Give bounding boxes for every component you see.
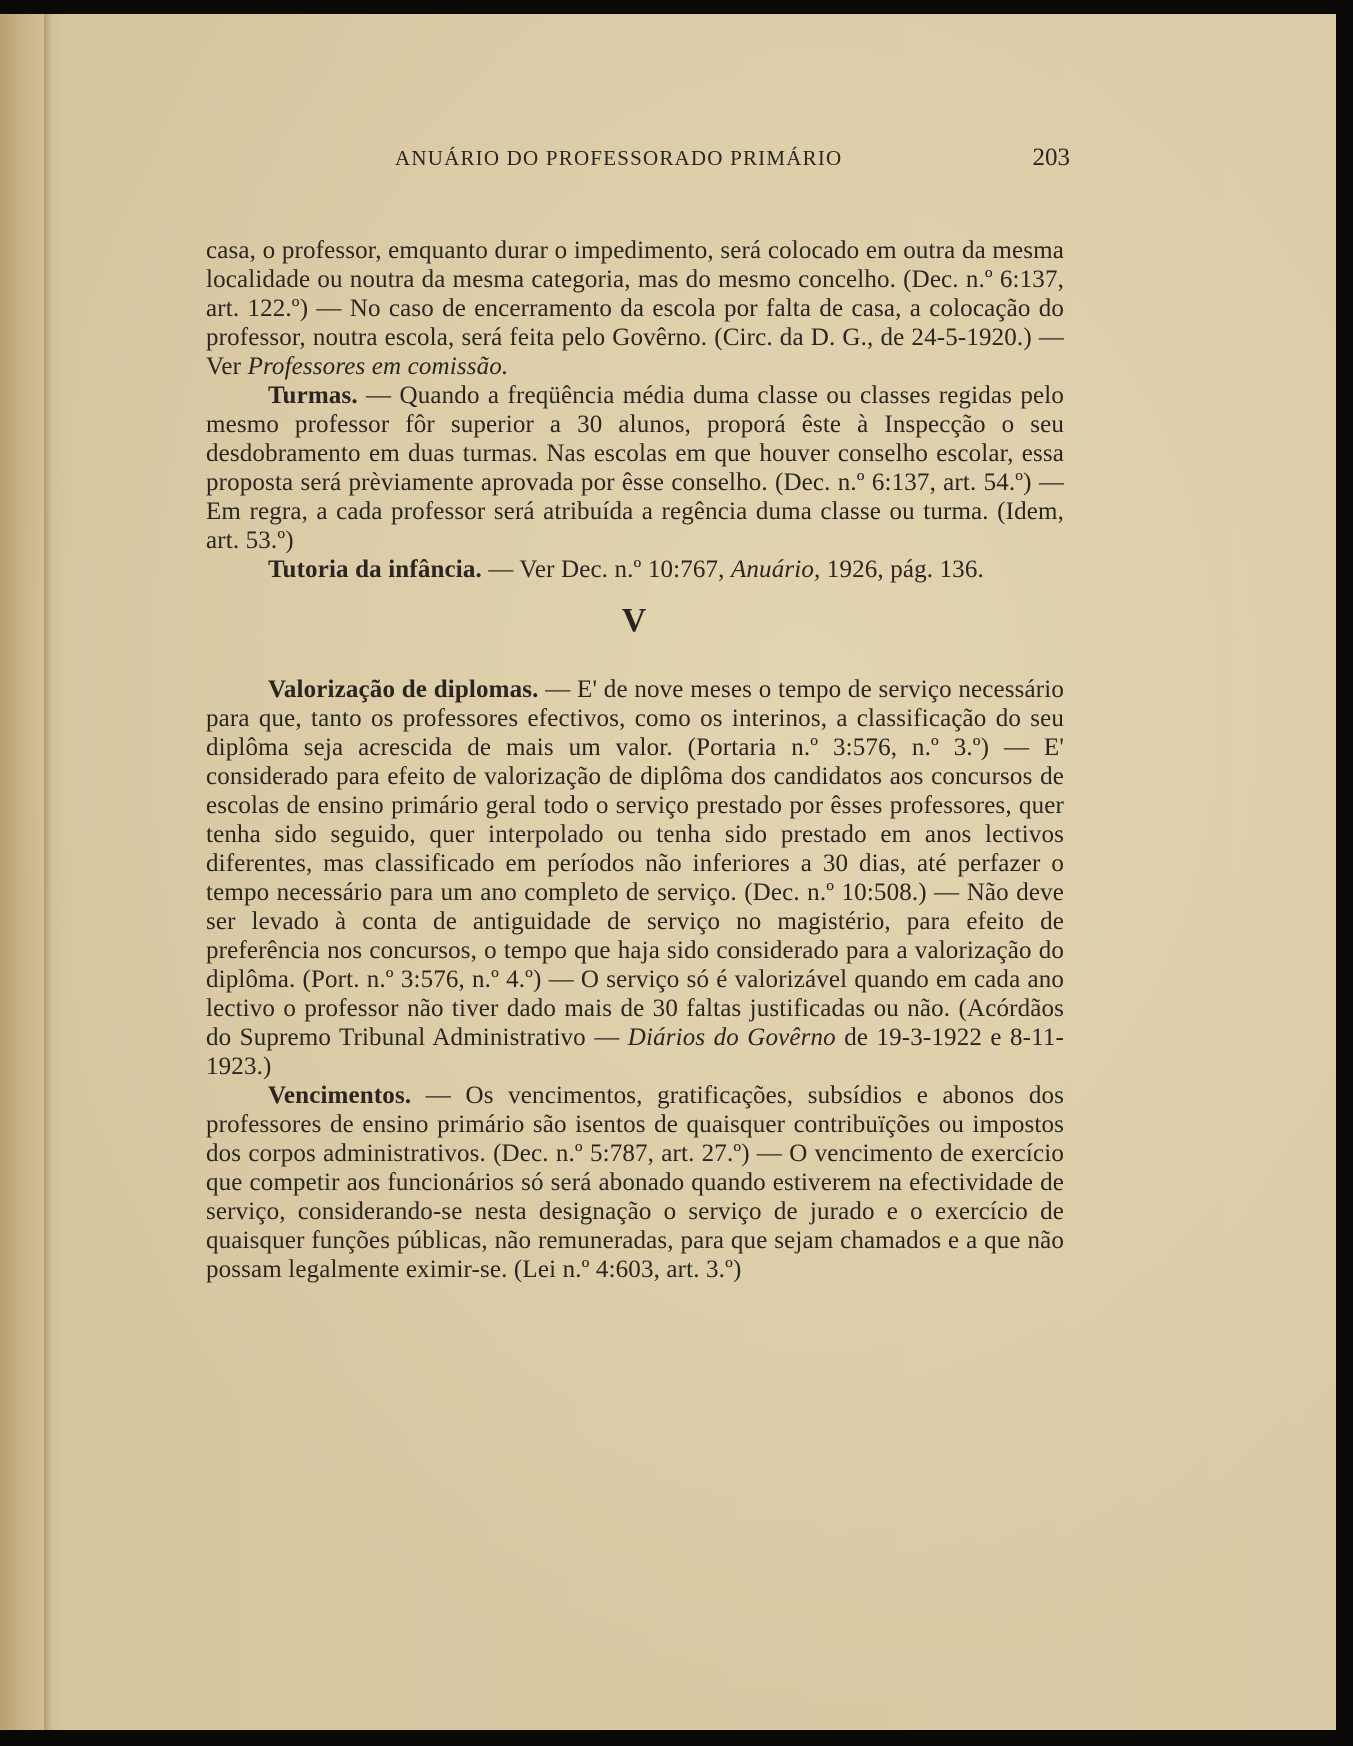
entry-term: Valorização de diplomas. xyxy=(268,676,539,703)
entry-turmas xyxy=(206,381,1064,555)
entry-vencimentos xyxy=(206,1081,1064,1284)
entry-italic: Diários do Govêrno xyxy=(627,1024,836,1051)
entry-tutoria xyxy=(206,555,1064,584)
body-text xyxy=(206,236,1064,1284)
entry-body: — Quando a freqüência média duma classe ou classes regidas pelo mesmo professor fôr superior a 30 alunos, proporá êste à Inspecção o seu desdobramento em duas turmas. Nas escolas em que houver conselho escolar, essa proposta será prèviamente aprovada por êsse conselho. (Dec. n.º 6:137, art. 54.º) — Em regra, a cada professor será atribuída a regência duma classe ou turma. (Idem, art. 53.º) xyxy=(206,382,1064,554)
paragraph-text: casa, o professor, emquanto durar o impedimento, será colocado em outra da mesma localidade ou noutra da mesma categoria, mas do mesmo concelho. (Dec. n.º 6:137, art. 122.º) — No caso de encerramento da escola por falta de casa, a colocação do professor, noutra escola, será feita pelo Govêrno. (Circ. da D. G., de 24-5-1920.) — Ver xyxy=(206,237,1064,380)
section-letter: V xyxy=(621,602,649,639)
entry-valorizacao xyxy=(206,675,1064,1081)
page-gutter-shadow xyxy=(44,14,52,1730)
entry-term: Vencimentos. xyxy=(268,1082,412,1109)
entry-tail: de 19-3-1922 e 8-11-1923.) xyxy=(206,1024,1064,1080)
entry-term: Tutoria da infância. xyxy=(268,556,482,583)
page-header xyxy=(190,144,1070,184)
entry-term: Turmas. xyxy=(268,382,358,409)
running-title: ANUÁRIO DO PROFESSORADO PRIMÁRIO xyxy=(395,146,843,170)
book-page xyxy=(0,14,1336,1730)
entry-body: — Os vencimentos, gratificações, subsídios e abonos dos professores de ensino primário são isentos de quaisquer contribuïções ou impostos dos corpos administrativos. (Dec. n.º 5:787, art. 27.º) — O vencimento de exercício que competir aos funcionários só será abonado quando estiverem na efectividade de serviço, considerando-se nesta designação o serviço de jurado e o exercício de quaisquer funções públicas, não remuneradas, para que sejam chamados e a que não possam legalmente eximir-se. (Lei n.º 4:603, art. 3.º) xyxy=(206,1082,1064,1283)
continued-paragraph xyxy=(206,236,1064,381)
entry-body: — Ver Dec. n.º 10:767, xyxy=(481,556,731,583)
cross-reference: Professores em comissão. xyxy=(247,353,509,380)
entry-italic: Anuário, xyxy=(730,556,821,583)
entry-tail: 1926, pág. 136. xyxy=(820,556,984,583)
entry-body: — E' de nove meses o tempo de serviço necessário para que, tanto os professores efectivos, como os interinos, a classificação do seu diplôma seja acrescida de mais um valor. (Portaria n.º 3:576, n.º 3.º) — E' considerado para efeito de valorização de diplôma dos candidatos aos concursos de escolas de ensino primário geral todo o serviço prestado por êsses professores, quer tenha sido seguido, quer interpolado ou tenha sido prestado em anos lectivos diferentes, mas classificado em períodos não inferiores a 30 dias, até perfazer o tempo necessário para um ano completo de serviço. (Dec. n.º 10:508.) — Não deve ser levado à conta de antiguidade de serviço no magistério, para efeito de preferência nos concursos, o tempo que haja sido considerado para a valorização do diplôma. (Port. n.º 3:576, n.º 4.º) — O serviço só é valorizável quando em cada ano lectivo o professor não tiver dado mais de 30 faltas justificadas ou não. (Acórdãos do Supremo Tribunal Administrativo — xyxy=(206,676,1064,1051)
page-number: 203 xyxy=(1032,144,1070,171)
